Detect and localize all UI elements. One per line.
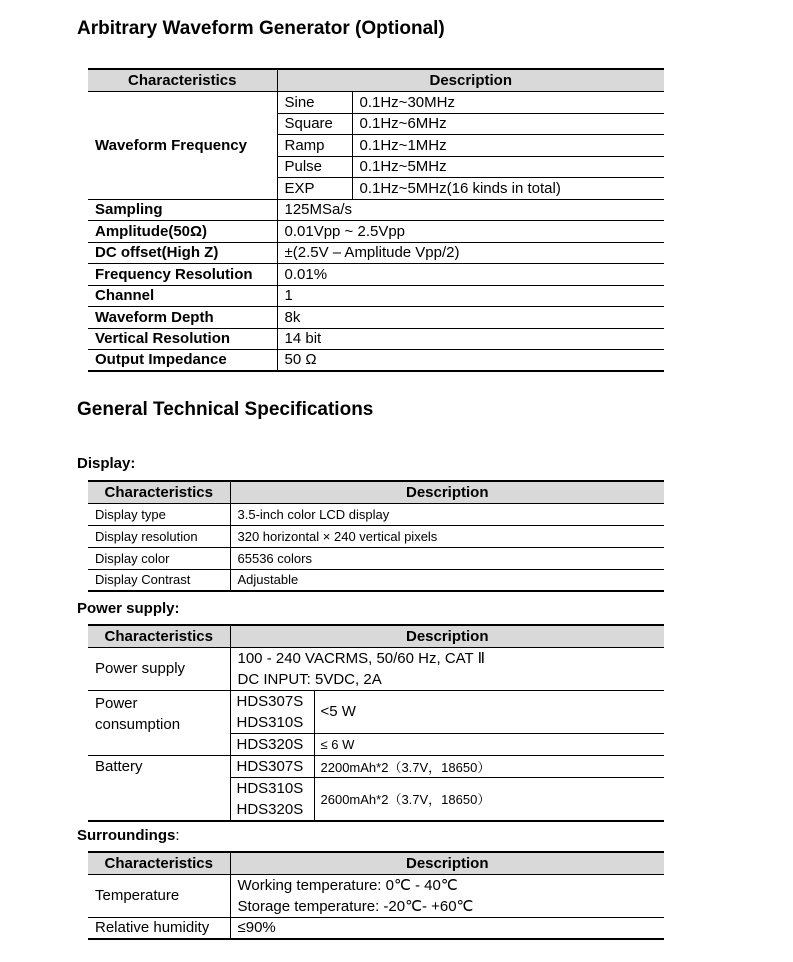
battery-model-hds310s: HDS310S [236, 779, 304, 797]
row-label-vertical-resolution: Vertical Resolution [88, 328, 277, 349]
row-value-temperature [230, 874, 664, 917]
battery-value-hds307s: 2200mAh*2（3.7V，18650） [314, 755, 664, 777]
row-label-dc-offset: DC offset(High Z) [88, 242, 277, 263]
row-label-power-consumption [88, 690, 230, 755]
row-value-relative-humidity: ≤90% [230, 917, 664, 939]
column-header-characteristics: Characteristics [88, 69, 277, 91]
wave-type-ramp: Ramp [277, 134, 352, 156]
wave-type-pulse: Pulse [277, 156, 352, 177]
awg-title: Arbitrary Waveform Generator (Optional) [77, 18, 445, 39]
power-consumption-label-line1: Power [95, 694, 138, 712]
row-value-dc-offset: ±(2.5V – Amplitude Vpp/2) [277, 242, 664, 263]
power-consumption-value-ab: <5 W [314, 690, 664, 733]
row-value-sampling: 125MSa/s [277, 199, 664, 220]
power-section-title: Power supply: [77, 600, 180, 617]
row-value-display-type: 3.5-inch color LCD display [230, 503, 664, 525]
wave-type-sine: Sine [277, 91, 352, 113]
row-value-amplitude: 0.01Vpp ~ 2.5Vpp [277, 220, 664, 242]
wave-type-square: Square [277, 113, 352, 134]
column-header-description: Description [277, 69, 664, 91]
awg-spec-table [88, 68, 664, 372]
column-header-description: Description [230, 852, 664, 874]
display-section-title: Display: [77, 455, 136, 472]
battery-model-hds320s: HDS320S [236, 800, 304, 818]
model-hds320s: HDS320S [230, 733, 314, 755]
power-spec-table [88, 624, 664, 822]
row-value-display-resolution: 320 horizontal × 240 vertical pixels [230, 525, 664, 547]
row-value-vertical-resolution: 14 bit [277, 328, 664, 349]
wave-type-exp: EXP [277, 177, 352, 199]
row-label-display-resolution: Display resolution [88, 525, 230, 547]
column-header-characteristics: Characteristics [88, 852, 230, 874]
battery-models-bc [230, 777, 314, 821]
working-temperature: Working temperature: 0℃ - 40℃ [237, 876, 458, 894]
general-spec-title: General Technical Specifications [77, 399, 374, 420]
power-consumption-value-c: ≤ 6 W [314, 733, 664, 755]
row-label-temperature: Temperature [88, 874, 230, 917]
wave-value-pulse: 0.1Hz~5MHz [352, 156, 664, 177]
row-label-waveform-depth: Waveform Depth [88, 306, 277, 328]
column-header-description: Description [230, 481, 664, 503]
column-header-characteristics: Characteristics [88, 625, 230, 647]
battery-model-hds307s: HDS307S [230, 755, 314, 777]
row-label-output-impedance: Output Impedance [88, 349, 277, 371]
row-label-channel: Channel [88, 285, 277, 306]
row-value-display-color: 65536 colors [230, 547, 664, 569]
row-label-sampling: Sampling [88, 199, 277, 220]
column-header-characteristics: Characteristics [88, 481, 230, 503]
row-value-waveform-depth: 8k [277, 306, 664, 328]
surroundings-title-text: Surroundings [77, 827, 176, 844]
row-label-amplitude: Amplitude(50Ω) [88, 220, 277, 242]
row-label-frequency-resolution: Frequency Resolution [88, 263, 277, 285]
row-value-output-impedance: 50 Ω [277, 349, 664, 371]
row-label-battery: Battery [88, 755, 230, 821]
model-hds310s: HDS310S [236, 713, 304, 731]
row-label-display-contrast: Display Contrast [88, 569, 230, 591]
row-label-display-type: Display type [88, 503, 230, 525]
storage-temperature: Storage temperature: -20℃- +60℃ [237, 897, 474, 915]
row-value-display-contrast: Adjustable [230, 569, 664, 591]
surroundings-spec-table [88, 851, 664, 940]
row-value-power-supply [230, 647, 664, 690]
surroundings-title-colon: : [175, 827, 180, 844]
row-label-display-color: Display color [88, 547, 230, 569]
model-hds307s: HDS307S [236, 692, 304, 710]
column-header-description: Description [230, 625, 664, 647]
waveform-frequency-label: Waveform Frequency [88, 91, 277, 199]
row-label-relative-humidity: Relative humidity [88, 917, 230, 939]
row-label-power-supply: Power supply [88, 647, 230, 690]
wave-value-sine: 0.1Hz~30MHz [352, 91, 664, 113]
power-supply-dc-line: DC INPUT: 5VDC, 2A [237, 670, 382, 688]
wave-value-square: 0.1Hz~6MHz [352, 113, 664, 134]
battery-value-hds310s-hds320s: 2600mAh*2（3.7V，18650） [314, 777, 664, 821]
power-supply-ac-line: 100 - 240 VACRMS, 50/60 Hz, CAT Ⅱ [237, 649, 485, 667]
surroundings-section-title [77, 827, 180, 844]
power-consumption-models-ab [230, 690, 314, 733]
row-value-frequency-resolution: 0.01% [277, 263, 664, 285]
row-value-channel: 1 [277, 285, 664, 306]
power-consumption-label-line2: consumption [95, 715, 181, 733]
wave-value-exp: 0.1Hz~5MHz(16 kinds in total) [352, 177, 664, 199]
display-spec-table [88, 480, 664, 592]
wave-value-ramp: 0.1Hz~1MHz [352, 134, 664, 156]
